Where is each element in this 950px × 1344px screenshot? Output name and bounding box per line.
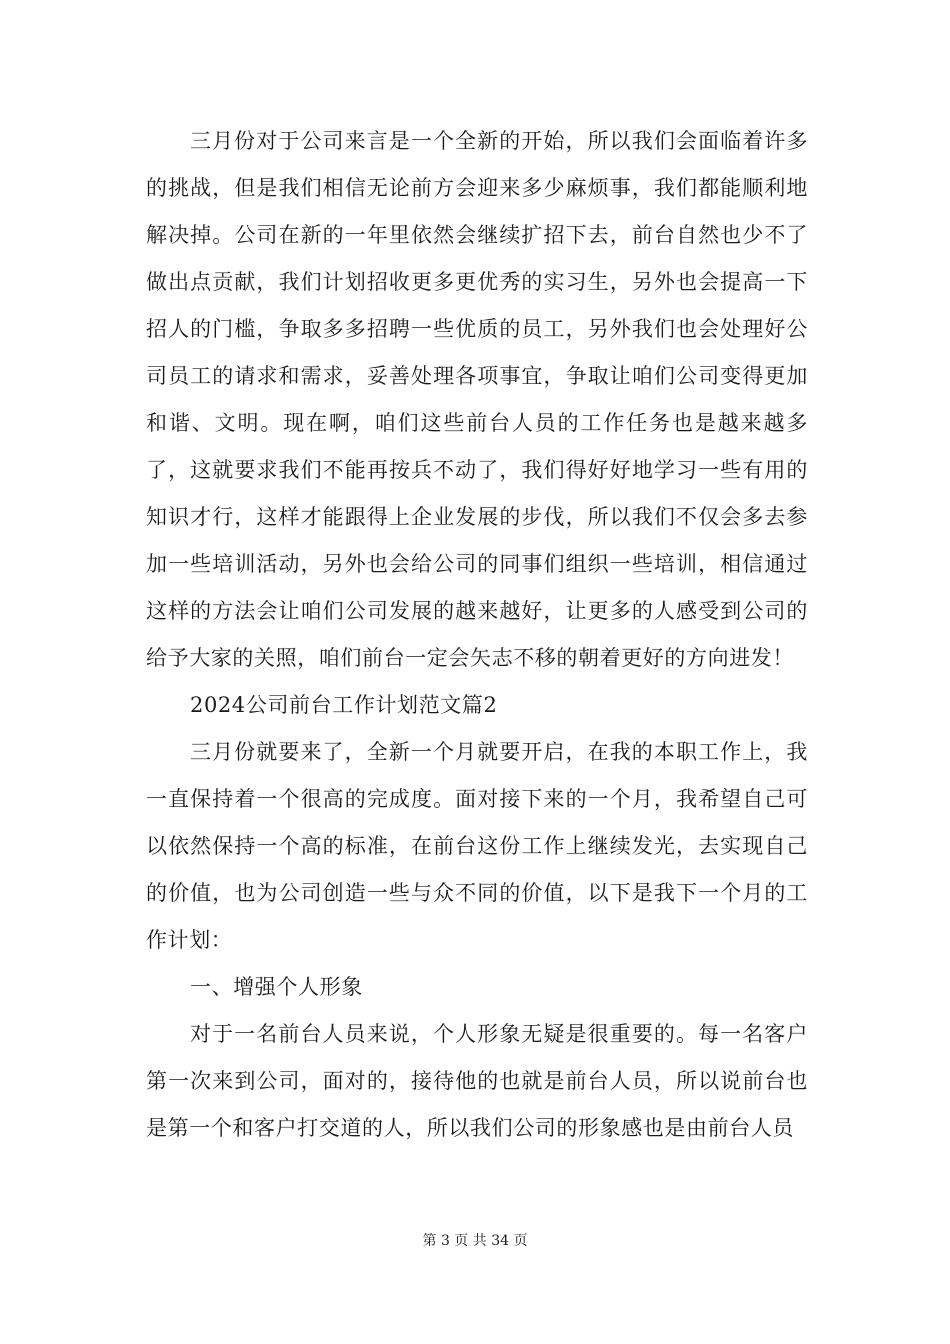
subsection-title-personal-image: 一、增强个人形象 bbox=[190, 975, 363, 999]
page-footer: 第 3 页 共 34 页 bbox=[422, 1233, 528, 1249]
document-body bbox=[146, 118, 808, 1152]
paragraph-2: 三月份就要来了，全新一个月就要开启，在我的本职工作上，我一直保持着一个很高的完成度。面对接下来的一个月，我希望自己可以依然保持一个高的标准，在前台这份工作上继续发光，去实现自己的价值，也为公司创造一些与众不同的价值，以下是我下一个月的工作计划： bbox=[146, 740, 808, 952]
paragraph-3: 对于一名前台人员来说，个人形象无疑是很重要的。每一名客户第一次来到公司，面对的，接待他的也就是前台人员，所以说前台也是第一个和客户打交道的人，所以我们公司的形象感也是由前台人员 bbox=[146, 1022, 808, 1140]
paragraph-1: 三月份对于公司来言是一个全新的开始，所以我们会面临着许多的挑战，但是我们相信无论前方会迎来多少麻烦事，我们都能顺利地解决掉。公司在新的一年里依然会继续扩招下去，前台自然也少不了做出点贡献，我们计划招收更多更优秀的实习生，另外也会提高一下招人的门槛，争取多多招聘一些优质的员工，另外我们也会处理好公司员工的请求和需求，妥善处理各项事宜，争取让咱们公司变得更加和谐、文明。现在啊，咱们这些前台人员的工作任务也是越来越多了，这就要求我们不能再按兵不动了，我们得好好地学习一些有用的知识才行，这样才能跟得上企业发展的步伐，所以我们不仅会多去参加一些培训活动，另外也会给公司的同事们组织一些培训，相信通过这样的方法会让咱们公司发展的越来越好，让更多的人感受到公司的给予大家的关照，咱们前台一定会矢志不移的朝着更好的方向进发！ bbox=[146, 129, 808, 670]
section-title-article-2: 2024公司前台工作计划范文篇2 bbox=[190, 693, 498, 717]
